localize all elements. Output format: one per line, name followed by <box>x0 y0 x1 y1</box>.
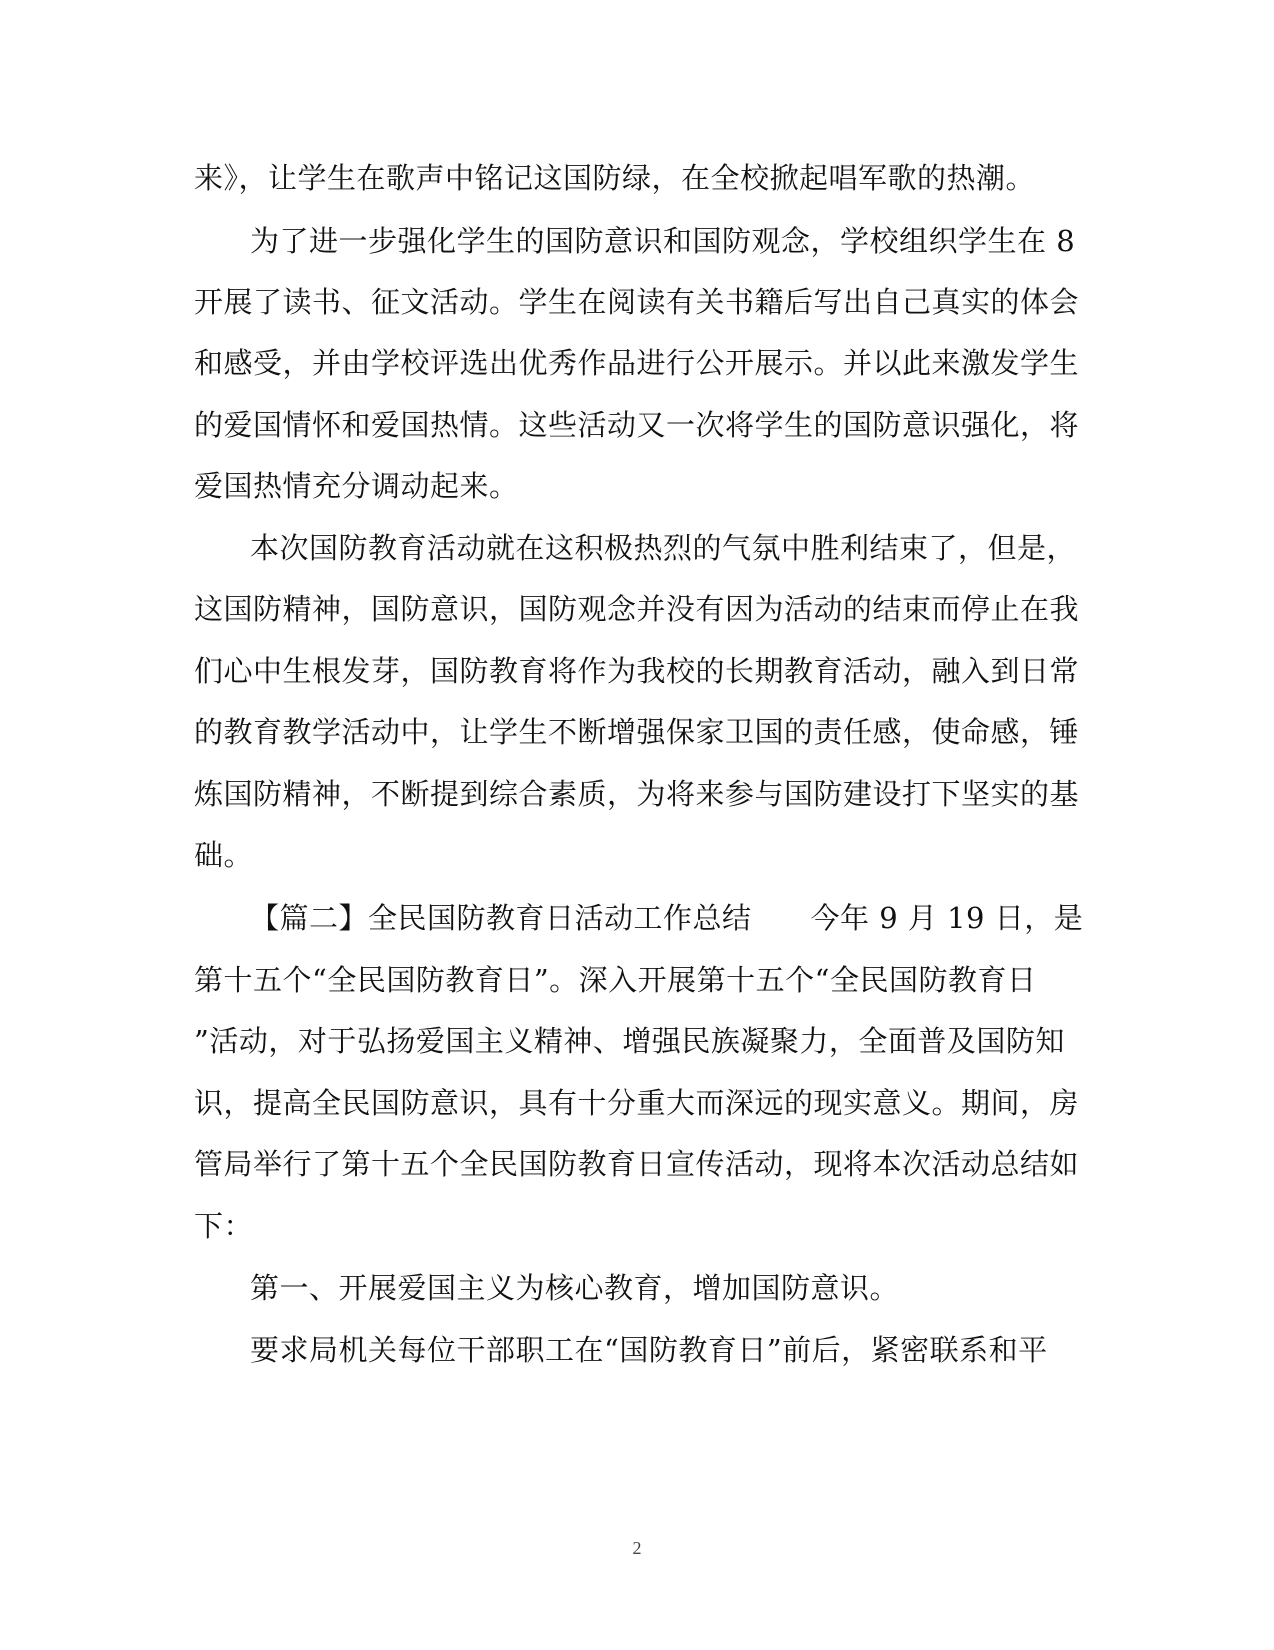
text-line: ”活动，对于弘扬爱国主义精神、增强民族凝聚力，全面普及国防知 <box>194 1024 1065 1058</box>
text-line: 来》，让学生在歌声中铭记这国防绿，在全校掀起唱军歌的热潮。 <box>194 161 1036 195</box>
text-line: 为了进一步强化学生的国防意识和国防观念，学校组织学生在 8 <box>250 224 1076 258</box>
text-line: 这国防精神，国防意识，国防观念并没有因为活动的结束而停止在我 <box>194 592 1080 626</box>
text-line: 要求局机关每位干部职工在“国防教育日”前后，紧密联系和平 <box>250 1333 1048 1367</box>
page-number: 2 <box>632 1538 642 1558</box>
text-line: 础。 <box>194 838 254 872</box>
text-line: 和感受，并由学校评选出优秀作品进行公开展示。并以此来激发学生 <box>194 346 1080 380</box>
text-line: 下： <box>194 1209 254 1243</box>
text-line: 本次国防教育活动就在这积极热烈的气氛中胜利结束了，但是， <box>250 531 1077 565</box>
text-line: 爱国热情充分调动起来。 <box>194 469 519 503</box>
text-line: 【篇二】全民国防教育日活动工作总结 今年 9 月 19 日，是 <box>250 901 1084 935</box>
text-line: 第一、开展爱国主义为核心教育，增加国防意识。 <box>250 1271 900 1305</box>
text-line: 的爱国情怀和爱国热情。这些活动又一次将学生的国防意识强化，将 <box>194 408 1080 442</box>
text-line: 开展了读书、征文活动。学生在阅读有关书籍后写出自己真实的体会 <box>194 285 1080 319</box>
text-line: 炼国防精神，不断提到综合素质，为将来参与国防建设打下坚实的基 <box>194 777 1080 811</box>
text-line: 们心中生根发芽，国防教育将作为我校的长期教育活动，融入到日常 <box>194 654 1080 688</box>
text-line: 识，提高全民国防意识，具有十分重大而深远的现实意义。期间，房 <box>194 1086 1080 1120</box>
text-line: 的教育教学活动中，让学生不断增强保家卫国的责任感，使命感，锤 <box>194 715 1080 749</box>
text-line: 管局举行了第十五个全民国防教育日宣传活动，现将本次活动总结如 <box>194 1147 1080 1181</box>
text-line: 第十五个“全民国防教育日”。深入开展第十五个“全民国防教育日 <box>194 963 1037 997</box>
